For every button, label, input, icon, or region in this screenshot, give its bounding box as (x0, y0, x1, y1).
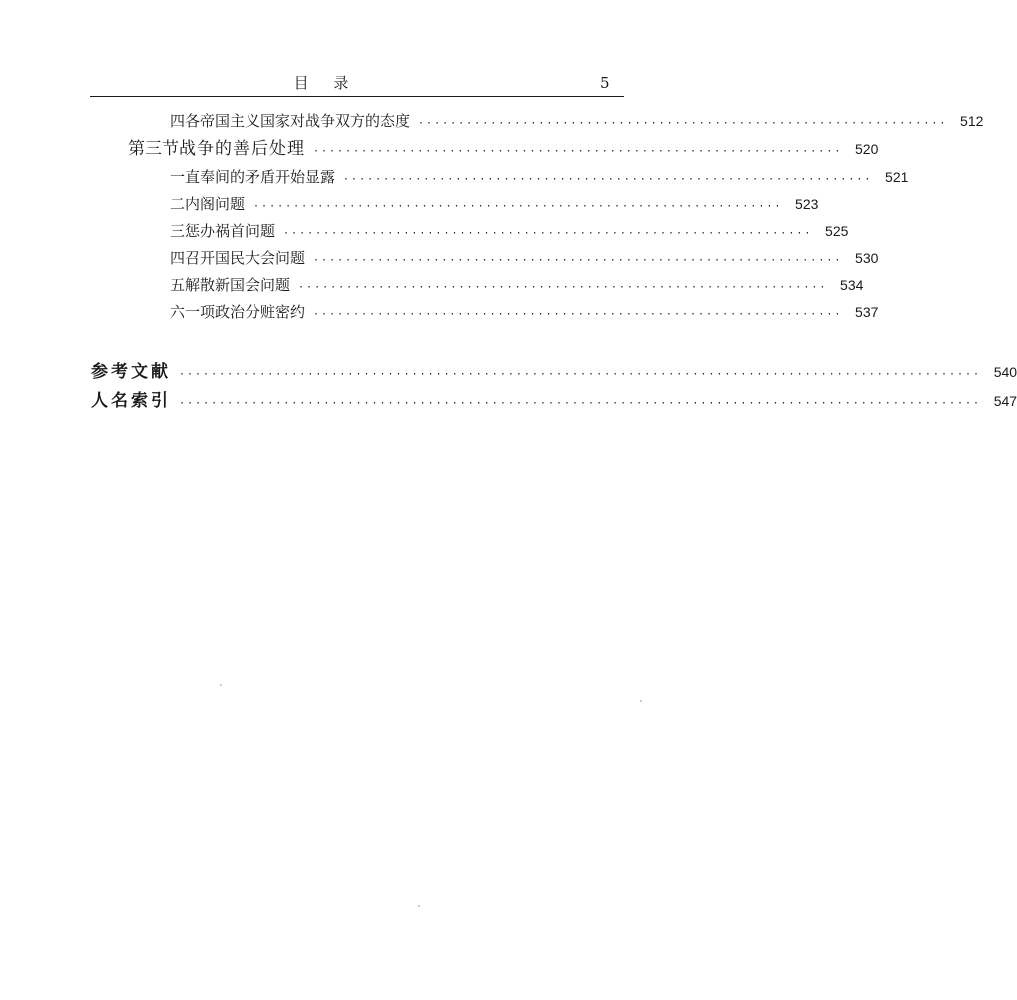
toc-entry[interactable] (170, 302, 879, 325)
toc-back-matter-page: 547 (993, 393, 1017, 409)
toc-entry-page: 537 (855, 304, 879, 320)
toc-entry-number: 四 (170, 112, 186, 130)
toc-leader-dots: ·································································· (343, 174, 873, 185)
toc-entry-number: 一 (170, 168, 186, 186)
toc-entry-number: 六 (170, 303, 186, 321)
toc-back-matter-title: 参考文献 (91, 362, 171, 382)
toc-entry-title: 各帝国主义国家对战争双方的态度 (185, 112, 411, 130)
toc-entry-title: 召开国民大会问题 (185, 249, 306, 267)
toc-back-matter-page: 540 (993, 364, 1017, 380)
toc-back-matter-entry[interactable] (91, 362, 1017, 385)
page-number: 5 (600, 74, 610, 92)
toc-entry[interactable] (170, 275, 864, 298)
scan-speck (640, 700, 642, 702)
toc-section-label: 第三节 (128, 139, 179, 159)
toc-entry[interactable] (170, 248, 879, 271)
header-rule (90, 96, 624, 97)
toc-back-matter-entry[interactable] (91, 391, 1017, 414)
toc-leader-dots: ·································································· (298, 282, 828, 293)
toc-entry-title: 惩办祸首问题 (185, 222, 276, 240)
toc-entry-page: 512 (960, 113, 984, 129)
toc-entry-number: 二 (170, 195, 186, 213)
scan-speck (418, 905, 420, 907)
toc-section-title: 战争的善后处理 (179, 139, 305, 159)
toc-entry[interactable] (170, 167, 909, 190)
toc-entry-page: 521 (885, 169, 909, 185)
toc-leader-dots: ·································································· (283, 228, 813, 239)
toc-leader-dots: ·································································· (418, 118, 948, 129)
toc-leader-dots: ·································································· (313, 255, 843, 266)
toc-leader-dots: ···································································································· (179, 398, 982, 409)
scan-speck (220, 684, 222, 686)
toc-leader-dots: ·································································· (253, 201, 783, 212)
toc-entry-title: 直奉间的矛盾开始显露 (185, 168, 336, 186)
toc-entry-number: 四 (170, 249, 186, 267)
toc-section-entry[interactable] (128, 139, 879, 162)
toc-back-matter-title: 人名索引 (91, 391, 171, 411)
toc-entry-page: 534 (840, 277, 864, 293)
toc-entry[interactable] (170, 221, 849, 244)
toc-entry[interactable] (170, 111, 984, 134)
toc-entry-page: 523 (795, 196, 819, 212)
header-title: 目 录 (293, 74, 359, 92)
toc-entry-title: 解散新国会问题 (185, 276, 291, 294)
toc-entry-page: 525 (825, 223, 849, 239)
toc-leader-dots: ···································································································· (179, 369, 982, 380)
toc-entry-number: 三 (170, 222, 186, 240)
toc-entry-number: 五 (170, 276, 186, 294)
toc-leader-dots: ·································································· (313, 309, 843, 320)
toc-leader-dots: ·································································· (313, 146, 843, 157)
toc-entry-title: 内阁问题 (185, 195, 246, 213)
toc-entry[interactable] (170, 194, 819, 217)
toc-section-page: 520 (855, 141, 879, 157)
toc-entry-page: 530 (855, 250, 879, 266)
toc-entry-title: 一项政治分赃密约 (185, 303, 306, 321)
